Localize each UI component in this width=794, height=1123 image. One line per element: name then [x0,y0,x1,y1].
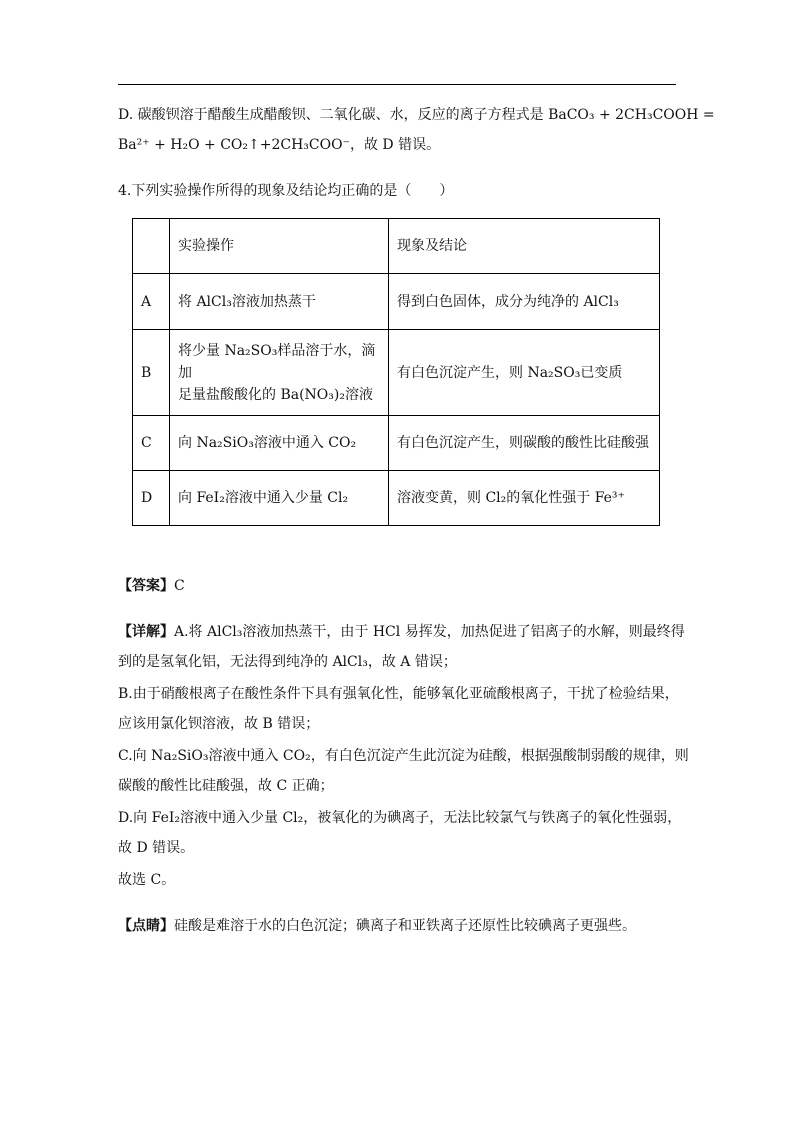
answer-line [118,576,185,596]
operation-cell: 向 FeI₂溶液中通入少量 Cl₂ [170,471,389,526]
detail-tag: 【详解】 [118,624,174,640]
option-label: B [133,330,170,416]
result-cell: 有白色沉淀产生，则 Na₂SO₃已变质 [389,330,660,416]
table-row [133,330,660,416]
result-cell: 溶液变黄，则 Cl₂的氧化性强于 Fe³⁺ [389,471,660,526]
detail-d-line2: 故 D 错误。 [118,840,195,856]
header-cell-operation: 实验操作 [170,219,389,274]
detail-b-line2: 应该用氯化钡溶液，故 B 错误； [118,716,320,732]
detail-c-line2: 碳酸的酸性比硅酸强，故 C 正确； [118,778,334,794]
note-text: 硅酸是难溶于水的白色沉淀；碘离子和亚铁离子还原性比较碘离子更强些。 [174,918,636,934]
option-label: D [133,471,170,526]
detail-a-line2: 到的是氢氧化铝，无法得到纯净的 AlCl₃，故 A 错误； [118,654,457,670]
note-tag: 【点睛】 [118,918,174,934]
result-cell: 有白色沉淀产生，则碳酸的酸性比硅酸强 [389,416,660,471]
result-cell: 得到白色固体，成分为纯净的 AlCl₃ [389,274,660,330]
operation-line-2: 足量盐酸酸化的 Ba(NO₃)₂溶液 [178,386,373,403]
option-label: A [133,274,170,330]
table-row [133,471,660,526]
table-row [133,416,660,471]
header-cell-result: 现象及结论 [389,219,660,274]
operation-line-1: 将少量 Na₂SO₃样品溶于水，滴加 [178,342,376,381]
prev-answer-d-line1: D. 碳酸钡溶于醋酸生成醋酸钡、二氧化碳、水，反应的离子方程式是 BaCO₃ + 2CH₃COOH = [118,107,715,123]
operation-cell: 将 AlCl₃溶液加热蒸干 [170,274,389,330]
detail-d-line1: D.向 FeI₂溶液中通入少量 Cl₂，被氧化的为碘离子，无法比较氯气与铁离子的氧化性强弱， [118,810,682,826]
operation-cell: 向 Na₂SiO₃溶液中通入 CO₂ [170,416,389,471]
detail-b-line1: B.由于硝酸根离子在酸性条件下具有强氧化性，能够氧化亚硫酸根离子，干扰了检验结果， [118,686,679,702]
detail-a-text1: A.将 AlCl₃溶液加热蒸干，由于 HCl 易挥发，加热促进了铝离子的水解，则最终得 [174,624,685,640]
prev-answer-d-line2: Ba²⁺ + H₂O + CO₂↑+2CH₃COO⁻，故 D 错误。 [118,137,441,153]
operation-cell [170,330,389,416]
detail-conclusion: 故选 C。 [118,872,176,888]
experiment-table [132,218,660,526]
answer-value: C [174,578,185,594]
table-row [133,274,660,330]
table-header-row [133,219,660,274]
detail-a-line1 [118,622,685,642]
question-stem: 4.下列实验操作所得的现象及结论均正确的是（ ） [118,183,454,199]
detail-c-line1: C.向 Na₂SiO₃溶液中通入 CO₂，有白色沉淀产生此沉淀为硅酸，根据强酸制弱酸的规律，则 [118,748,689,764]
note-line [118,916,636,936]
header-cell-empty [133,219,170,274]
option-label: C [133,416,170,471]
answer-tag: 【答案】 [118,578,174,594]
header-rule [118,84,676,85]
